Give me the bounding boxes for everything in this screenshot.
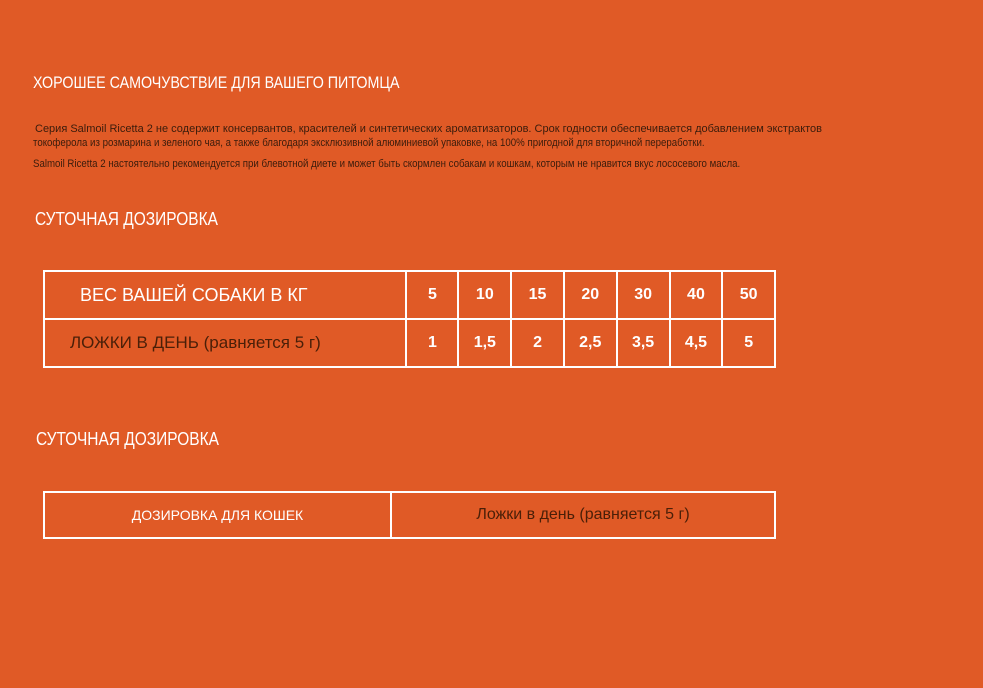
weight-cell: 15	[511, 271, 564, 319]
weight-cell: 5	[406, 271, 458, 319]
cat-dosage-heading: СУТОЧНАЯ ДОЗИРОВКА	[36, 429, 219, 449]
cat-row	[44, 492, 775, 538]
description-line-1: Серия Salmoil Ricetta 2 не содержит консервантов, красителей и синтетических ароматизаторов. Срок годности обеспечивается добавлением экстрактов	[35, 123, 823, 135]
dog-dosage-table	[43, 270, 776, 368]
spoons-cell: 5	[722, 319, 775, 367]
weight-row	[44, 271, 775, 319]
cat-dosage-table	[43, 491, 776, 539]
spoons-label-cell: ЛОЖКИ В ДЕНЬ (равняется 5 г)	[44, 319, 406, 367]
main-heading: ХОРОШЕЕ САМОЧУВСТВИЕ ДЛЯ ВАШЕГО ПИТОМЦА	[33, 73, 400, 92]
spoons-cell: 3,5	[617, 319, 670, 367]
weight-cell: 50	[722, 271, 775, 319]
description-line-3: Salmoil Ricetta 2 настоятельно рекомендуется при блевотной диете и может быть скормлен собакам и кошкам, которым не нравится вкус лососевого масла.	[33, 158, 741, 170]
weight-cell: 20	[564, 271, 617, 319]
weight-label-cell: ВЕС ВАШЕЙ СОБАКИ В КГ	[44, 271, 406, 319]
cat-value-cell: Ложки в день (равняется 5 г)	[391, 492, 775, 538]
weight-cell: 40	[670, 271, 723, 319]
spoons-cell: 1	[406, 319, 458, 367]
spoons-cell: 4,5	[670, 319, 723, 367]
description-line-2: токоферола из розмарина и зеленого чая, а также благодаря эксклюзивной алюминиевой упаковке, на 100% пригодной для вторичной переработки.	[33, 137, 705, 149]
weight-cell: 30	[617, 271, 670, 319]
cat-label-cell: ДОЗИРОВКА ДЛЯ КОШЕК	[44, 492, 391, 538]
spoons-cell: 2	[511, 319, 564, 367]
spoons-row	[44, 319, 775, 367]
spoons-cell: 2,5	[564, 319, 617, 367]
weight-cell: 10	[458, 271, 511, 319]
spoons-cell: 1,5	[458, 319, 511, 367]
dog-dosage-heading: СУТОЧНАЯ ДОЗИРОВКА	[35, 209, 218, 229]
